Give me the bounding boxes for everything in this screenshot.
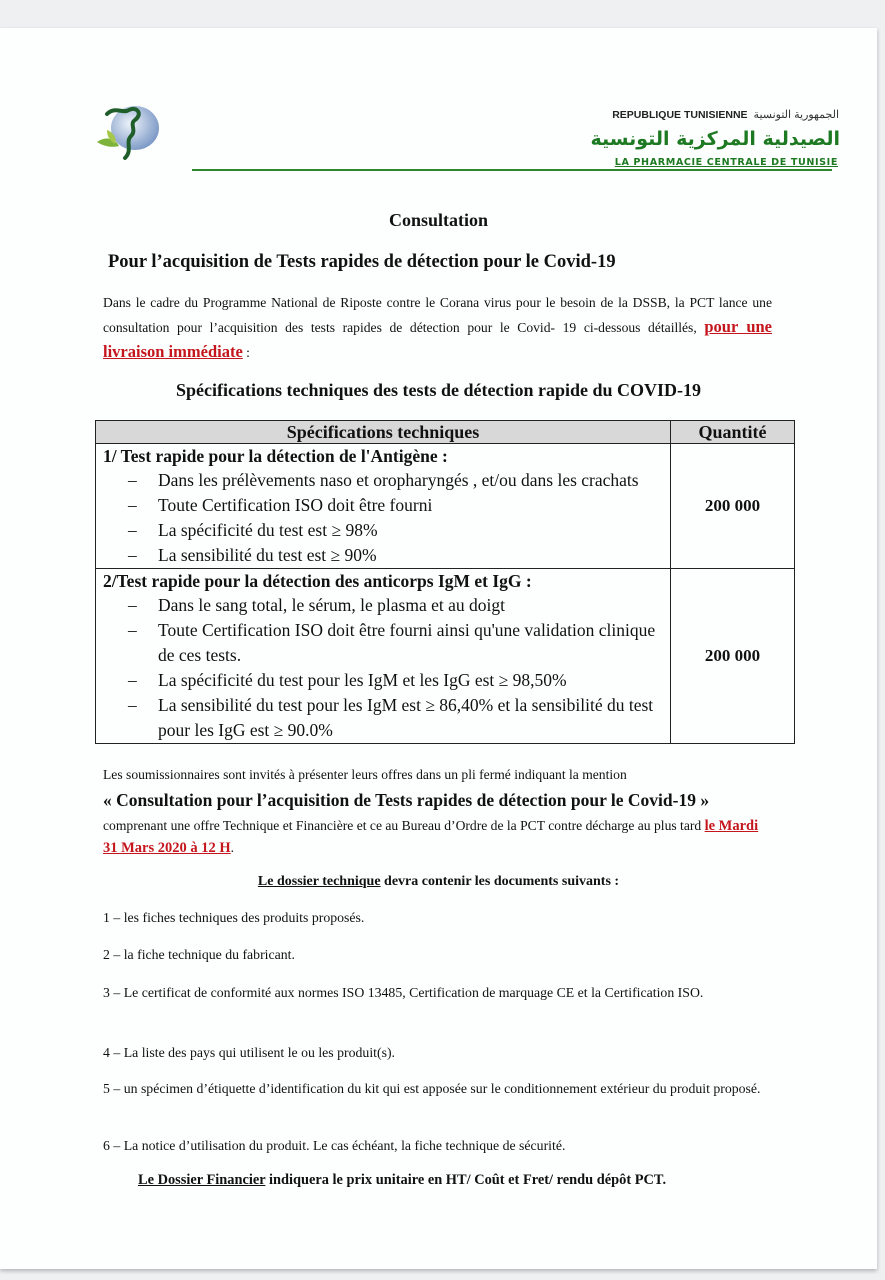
list-item: – La spécificité du test pour les IgM et les IgG est ≥ 98,50% [128,668,670,693]
table-header-row [96,421,795,444]
header-divider [192,169,832,171]
list-item: – Toute Certification ISO doit être fourni ainsi qu'une validation clinique de ces tests. [128,618,670,668]
document-item: 2 – la fiche technique du fabricant. [103,947,295,962]
spec-table [95,420,795,744]
document-page [0,28,877,1269]
spec-cell [96,569,671,744]
document-item: 4 – La liste des pays qui utilisent le ou les produit(s). [103,1045,395,1060]
table-row [96,569,795,744]
submission-text: comprenant une offre Technique et Financière et ce au Bureau d’Ordre de la PCT contre décharge au plus tard [103,818,705,833]
intro-paragraph [103,291,772,365]
org-name-arabic: الصيدلية المركزية التونسية [590,128,840,150]
list-item: – Toute Certification ISO doit être fourni [128,493,670,518]
submission-end: . [230,840,235,855]
header-specifications: Spécifications techniques [96,421,671,444]
republic-ar: الجمهورية التونسية [753,109,839,121]
republic-fr: REPUBLIQUE TUNISIENNE [612,109,748,121]
list-item: – Dans le sang total, le sérum, le plasma et au doigt [128,593,670,618]
spec-list [103,593,670,743]
submission-intro: Les soumissionnaires sont invités à présenter leurs offres dans un pli fermé indiquant la mention [103,767,627,782]
dossier-financier-label: Le Dossier Financier [138,1172,266,1188]
dossier-technique-rest: devra contenir les documents suivants : [380,874,620,889]
document-subtitle: Pour l’acquisition de Tests rapides de détection pour le Covid-19 [108,252,616,272]
dossier-financier [138,1172,666,1189]
list-item: – La sensibilité du test pour les IgM est ≥ 86,40% et la sensibilité du test pour les IgG est ≥ 90.0% [128,693,670,743]
dossier-technique-label: Le dossier technique [257,874,381,889]
list-item: – La sensibilité du test est ≥ 90% [128,543,670,568]
document-item: 3 – Le certificat de conformité aux normes ISO 13485, Certification de marquage CE et la Certification ISO. [103,985,704,1000]
row-title: 2/Test rapide pour la détection des anticorps IgM et IgG : [103,571,532,591]
intro-text: Dans le cadre du Programme National de Riposte contre le Corana virus pour le besoin de la DSSB, la PCT lance une consultation pour l’acquisition des tests rapides de détection pour le Covid- 19 ci-dessous détaillés, [103,295,772,335]
quantity-cell: 200 000 [671,444,795,569]
list-item: – Dans les prélèvements naso et oropharyngés , et/ou dans les crachats [128,468,670,493]
quantity-cell: 200 000 [671,569,795,744]
intro-suffix: : [242,345,250,360]
dossier-financier-rest: indiquera le prix unitaire en HT/ Coût et Fret/ rendu dépôt PCT. [265,1172,667,1188]
document-item: 5 – un spécimen d’étiquette d’identification du kit qui est apposée sur le conditionnement extérieur du produit proposé. [103,1081,761,1096]
dossier-technique-heading [0,874,877,890]
submission-deadline: le Mardi 31 Mars 2020 à 12 H [103,818,759,856]
submission-details [103,815,775,859]
document-item: 6 – La notice d’utilisation du produit. Le cas échéant, la fiche technique de sécurité. [103,1138,566,1153]
document-item: 1 – les fiches techniques des produits proposés. [103,910,365,925]
row-title: 1/ Test rapide pour la détection de l'Antigène : [103,446,448,466]
document-title: Consultation [388,210,489,230]
spec-list [103,468,670,568]
intro-highlight: pour une livraison immédiate [103,317,772,361]
pct-logo-icon [93,100,165,162]
republic-label [557,108,839,121]
spec-cell [96,444,671,569]
header-quantity: Quantité [671,421,795,444]
table-row [96,444,795,569]
submission-mention: « Consultation pour l’acquisition de Tests rapides de détection pour le Covid-19 » [103,790,710,810]
list-item: – La spécificité du test est ≥ 98% [128,518,670,543]
spec-section-title: Spécifications techniques des tests de détection rapide du COVID-19 [176,380,701,400]
org-name-french: LA PHARMACIE CENTRALE DE TUNISIE [614,157,838,168]
